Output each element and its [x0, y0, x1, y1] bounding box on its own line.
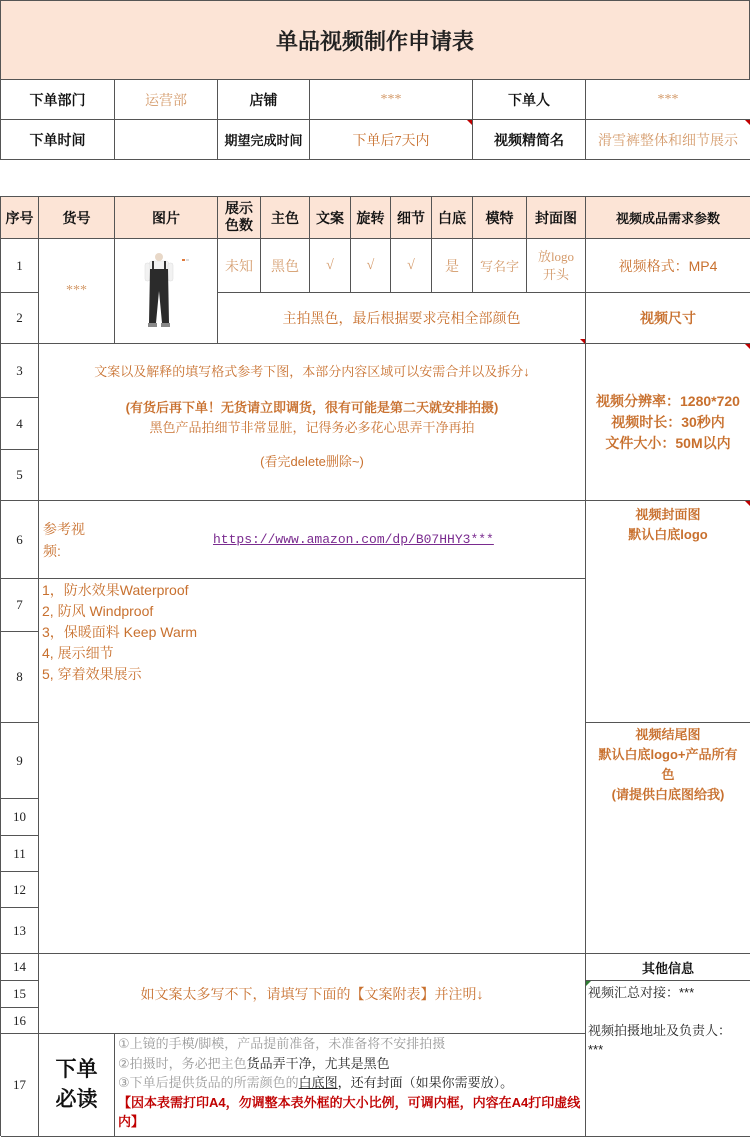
col-header-params: 视频成品需求参数: [586, 197, 750, 239]
row-number: 15: [1, 981, 39, 1008]
label-orderer: 下单人: [473, 80, 586, 120]
row-number: 10: [1, 799, 39, 836]
check-icon: √: [407, 257, 415, 273]
overflow-note[interactable]: 如文案太多写不下，请填写下面的【文案附表】并注明↓: [39, 954, 586, 1034]
param-specs[interactable]: 视频分辨率：1280*720 视频时长：30秒内 文件大小：50M以内: [586, 344, 750, 501]
param-end-image[interactable]: 视频结尾图 默认白底logo+产品所有 色 (请提供白底图给我): [586, 723, 750, 954]
cell-white-bg[interactable]: 是: [432, 239, 473, 293]
col-header-detail: 细节: [391, 197, 432, 239]
print-warning: 【因本表需打印A4，勿调整本表外框的大小比例，可调内框，内容在A4打印虚线内】: [118, 1094, 581, 1129]
label-video-name: 视频精简名: [473, 120, 586, 160]
main-table: [0, 196, 750, 1136]
instruction-warning: (有货后再下单！无货请立即调货，很有可能是第二天就安排拍摄): [125, 400, 499, 415]
feature-item: 1，防水效果Waterproof: [42, 582, 189, 598]
cell-show-colors[interactable]: 未知: [218, 239, 261, 293]
cell-product-image[interactable]: [115, 239, 218, 344]
field-order-time[interactable]: [115, 120, 218, 160]
must-read-item: ①上镜的手模/脚模，产品提前准备，未准备将不安排拍摄: [118, 1036, 446, 1051]
param-cover[interactable]: 视频封面图 默认白底logo: [586, 501, 750, 723]
instructions-block[interactable]: [39, 344, 586, 501]
field-orderer[interactable]: ***: [586, 80, 750, 120]
cell-rotate[interactable]: [351, 239, 391, 293]
col-header-main-color: 主色: [261, 197, 310, 239]
features-block[interactable]: [39, 579, 586, 954]
other-info-title: 其他信息: [586, 954, 750, 981]
field-shop[interactable]: ***: [310, 80, 473, 120]
address-value: ***: [588, 1042, 604, 1057]
field-department[interactable]: 运营部: [115, 80, 218, 120]
row-number: 6: [1, 501, 39, 579]
col-header-index: 序号: [1, 197, 39, 239]
row-number: 11: [1, 836, 39, 872]
field-expected-time[interactable]: 下单后7天内: [310, 120, 473, 160]
info-grid: [0, 80, 750, 160]
row-number: 4: [1, 398, 39, 450]
row-number: 1: [1, 239, 39, 293]
cell-cover[interactable]: 放logo 开头: [527, 239, 586, 293]
contact-info: 视频汇总对接：***: [588, 985, 695, 1000]
reference-video[interactable]: [39, 501, 586, 579]
param-size-title: 视频尺寸: [586, 293, 750, 344]
col-header-rotate: 旋转: [351, 197, 391, 239]
cell-detail[interactable]: [391, 239, 432, 293]
feature-item: 5, 穿着效果展示: [42, 666, 142, 682]
instruction-line: 文案以及解释的填写格式参考下图，本部分内容区域可以安需合并以及拆分↓: [94, 364, 530, 379]
row-number: 17: [1, 1034, 39, 1137]
address-label: 视频拍摄地址及负责人：: [588, 1023, 732, 1038]
cell-model[interactable]: 写名字: [473, 239, 527, 293]
form-title: [0, 0, 750, 80]
row-number: 5: [1, 450, 39, 501]
row-number: 8: [1, 632, 39, 723]
cell-main-color[interactable]: 黑色: [261, 239, 310, 293]
feature-item: 3，保暖面料 Keep Warm: [42, 624, 198, 640]
comment-marker-icon[interactable]: [745, 501, 750, 506]
row-number: 12: [1, 872, 39, 908]
row-number: 3: [1, 344, 39, 398]
col-header-white-bg: 白底: [432, 197, 473, 239]
col-header-cover: 封面图: [527, 197, 586, 239]
cell-sku[interactable]: ***: [39, 239, 115, 344]
col-header-model: 模特: [473, 197, 527, 239]
comment-marker-icon[interactable]: [745, 120, 750, 125]
feature-item: 2, 防风 Windproof: [42, 603, 154, 619]
row-number: 14: [1, 954, 39, 981]
product-image: [136, 251, 196, 331]
must-read-title: 下单 必读: [39, 1034, 115, 1137]
feature-item: 4, 展示细节: [42, 645, 114, 661]
label-department: 下单部门: [1, 80, 115, 120]
label-shop: 店铺: [218, 80, 310, 120]
other-info-body[interactable]: [586, 981, 750, 1137]
col-header-image: 图片: [115, 197, 218, 239]
reference-url-link[interactable]: https://www.amazon.com/dp/B07HHY3***: [213, 532, 494, 547]
label-expected-time: 期望完成时间: [218, 120, 310, 160]
comment-marker-icon[interactable]: [745, 344, 750, 349]
must-read-item: ③下单后提供货品的所需颜色的白底图，还有封面（如果你需要放）。: [118, 1075, 514, 1090]
must-read-item: ②拍摄时，务必把主色货品弄干净，尤其是黑色: [118, 1055, 390, 1071]
label-order-time: 下单时间: [1, 120, 115, 160]
comment-marker-icon[interactable]: [467, 120, 472, 125]
col-header-copy: 文案: [310, 197, 351, 239]
cell-copy[interactable]: [310, 239, 351, 293]
check-icon: √: [366, 257, 375, 273]
row-number: 7: [1, 579, 39, 632]
instruction-line: (看完delete删除~): [260, 454, 364, 469]
reference-label: 参考视 频:: [43, 520, 85, 559]
col-header-show-colors: 展示 色数: [218, 197, 261, 239]
row-number: 2: [1, 293, 39, 344]
must-read-body[interactable]: [115, 1034, 586, 1137]
field-video-name[interactable]: 滑雪裤整体和细节展示: [586, 120, 750, 160]
row-number: 16: [1, 1008, 39, 1034]
row-number: 13: [1, 908, 39, 954]
instruction-line: 黑色产品拍细节非常显脏，记得务必多花心思弄干净再拍: [149, 420, 475, 435]
comment-marker-icon[interactable]: [586, 981, 591, 986]
check-icon: √: [326, 257, 334, 273]
row-number: 9: [1, 723, 39, 799]
cell-row2-note[interactable]: 主拍黑色，最后根据要求亮相全部颜色: [218, 293, 586, 344]
col-header-sku: 货号: [39, 197, 115, 239]
param-format[interactable]: 视频格式：MP4: [586, 239, 750, 293]
form-title-text: 单品视频制作申请表: [275, 29, 474, 55]
